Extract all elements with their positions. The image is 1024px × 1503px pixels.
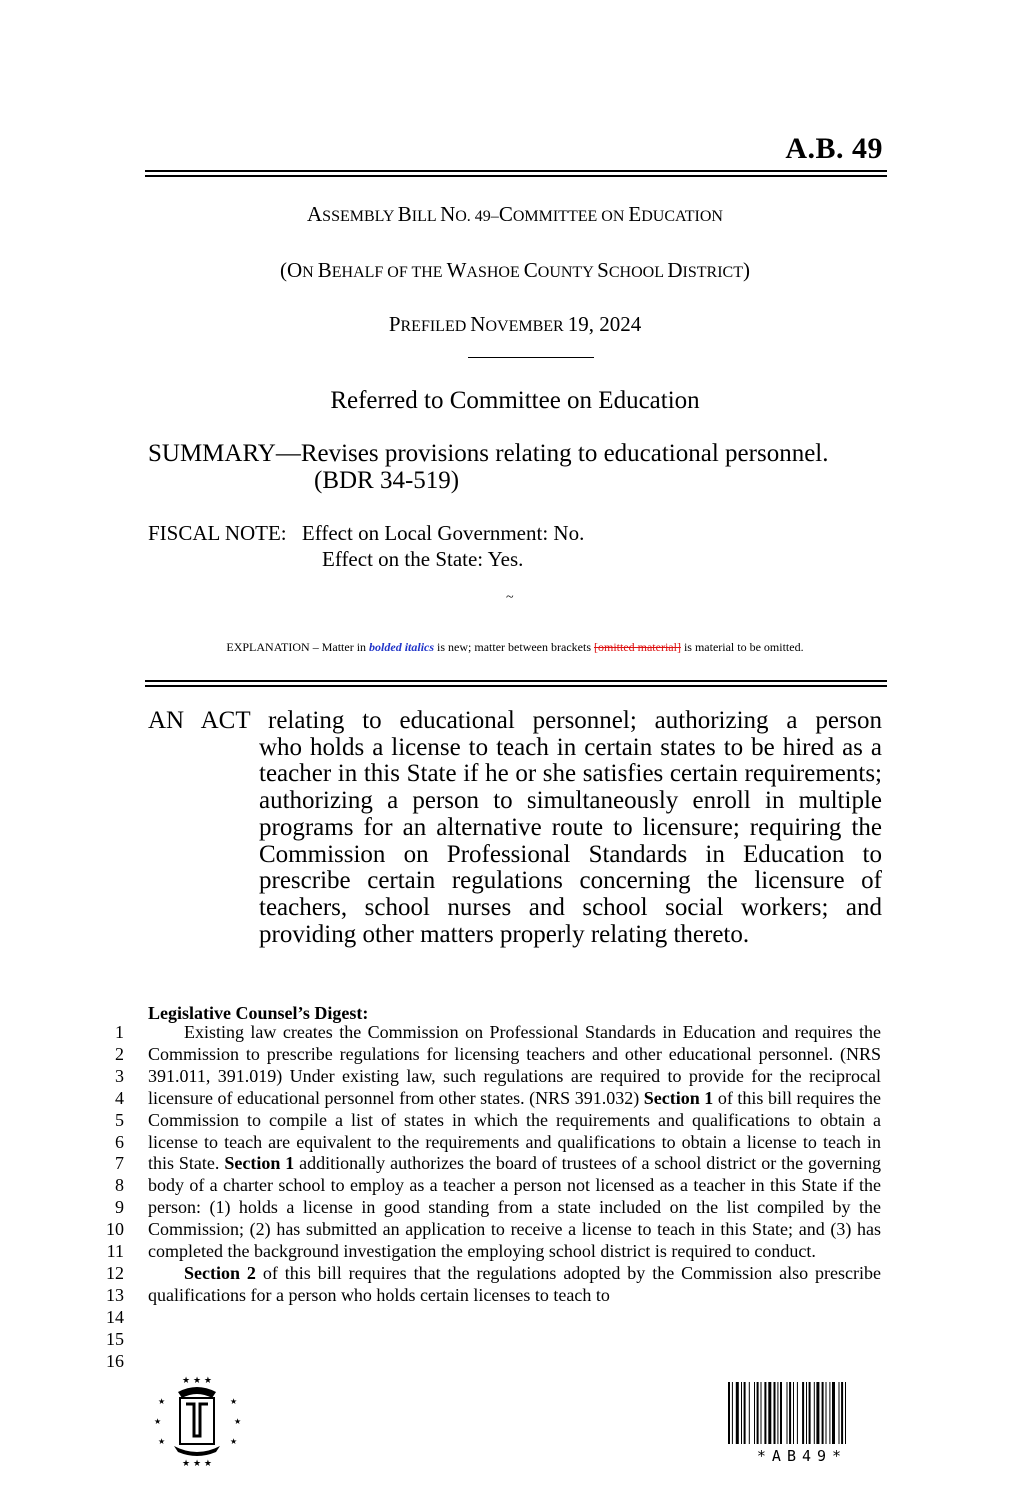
barcode-bar bbox=[741, 1382, 742, 1444]
line1-segment: B bbox=[397, 202, 412, 226]
line2-segment: B bbox=[317, 258, 332, 282]
line2-segment: ASHOE bbox=[466, 264, 524, 281]
line-number: 8 bbox=[115, 1175, 124, 1196]
summary-text: SUMMARY—Revises provisions relating to educational personnel. bbox=[148, 440, 829, 467]
line1-segment: E bbox=[628, 202, 642, 226]
line-number: 14 bbox=[106, 1306, 124, 1327]
svg-text:★: ★ bbox=[154, 1417, 162, 1426]
line1-segment: OMMITTEE ON bbox=[512, 208, 629, 225]
fiscal-note bbox=[148, 520, 584, 572]
line3-segment: 19, 2024 bbox=[567, 312, 642, 336]
line-number: 4 bbox=[115, 1087, 124, 1108]
barcode-bar bbox=[787, 1382, 788, 1444]
digest-text: of this bill requires that the regulations adopted by the Commission also prescribe qualifications for a person who holds certain licenses to teach to bbox=[148, 1262, 881, 1305]
line2-segment: EHALF OF THE bbox=[331, 264, 447, 281]
line1-segment: A bbox=[307, 202, 323, 226]
explanation-prefix: EXPLANATION – Matter in bbox=[226, 640, 370, 654]
explanation-middle: is new; matter between brackets bbox=[434, 640, 594, 654]
line2-segment: N bbox=[302, 264, 318, 281]
barcode-bar bbox=[839, 1382, 840, 1444]
line2-segment: C bbox=[523, 258, 538, 282]
barcode-bar bbox=[797, 1382, 798, 1444]
line2-segment: (O bbox=[280, 258, 303, 282]
barcode-text: *AB49* bbox=[756, 1447, 848, 1465]
line3-segment: P bbox=[388, 312, 401, 336]
bill-title-line bbox=[148, 202, 882, 227]
line-number: 12 bbox=[106, 1262, 124, 1283]
fiscal-state: Effect on the State: Yes. bbox=[322, 547, 524, 571]
barcode-bar bbox=[768, 1382, 771, 1444]
barcode-bar bbox=[814, 1382, 815, 1444]
barcode-bar bbox=[826, 1382, 827, 1444]
barcode-bar bbox=[757, 1382, 759, 1444]
explanation-italics: bolded italics bbox=[369, 640, 435, 654]
digest-paragraph-1 bbox=[148, 1022, 881, 1263]
line-number: 7 bbox=[115, 1153, 124, 1174]
section-reference: Section 1 bbox=[224, 1153, 295, 1174]
svg-text:★ ★ ★: ★ ★ ★ bbox=[182, 1376, 212, 1386]
barcode-bar bbox=[822, 1382, 824, 1444]
line1-segment: ILL bbox=[411, 208, 441, 225]
digest-text: of this bill requires the Commission to compile a list of states in which the requirements and qualifications to obtain a license to teach are equivalent to the requirements and qualifications to obtain a license to teach in this State. bbox=[148, 1087, 881, 1174]
bottom-double-rule bbox=[145, 680, 887, 687]
line-number: 16 bbox=[106, 1350, 124, 1371]
line-number: 13 bbox=[106, 1284, 124, 1305]
line-number: 6 bbox=[115, 1131, 124, 1152]
barcode-bar bbox=[754, 1382, 755, 1444]
barcode-bar bbox=[761, 1382, 762, 1444]
line2-segment: OUNTY bbox=[537, 264, 598, 281]
digest-text: Existing law creates the Commission on Professional Standards in Education and requires the Commission to prescribe regulations for licensing teachers and other educational personnel. (NRS 391.011, 391.019) Under existing law, such regulations are required to provide for the reciprocal licensure of educational personnel from other states. (NRS 391.032) bbox=[148, 1022, 881, 1108]
barcode-bar bbox=[744, 1382, 746, 1444]
line1-segment: C bbox=[498, 202, 513, 226]
nevada-seal-icon bbox=[150, 1374, 244, 1468]
line2-segment: ) bbox=[743, 258, 750, 282]
line-number: 10 bbox=[106, 1219, 124, 1240]
line-number: 3 bbox=[115, 1065, 124, 1086]
section-reference: Section 2 bbox=[184, 1262, 256, 1283]
barcode-bar bbox=[809, 1382, 811, 1444]
bill-number: A.B. 49 bbox=[785, 132, 883, 165]
top-double-rule bbox=[145, 170, 887, 177]
barcode-bar bbox=[789, 1382, 791, 1444]
svg-text:★: ★ bbox=[230, 1397, 238, 1406]
barcode-bar bbox=[841, 1382, 843, 1444]
line1-segment: SSEMBLY bbox=[322, 208, 398, 225]
barcode-bar bbox=[780, 1382, 782, 1444]
line-number: 2 bbox=[115, 1043, 124, 1064]
barcode-bar bbox=[802, 1382, 804, 1444]
line3-segment: REFILED bbox=[400, 318, 471, 335]
line2-segment: D bbox=[667, 258, 683, 282]
line2-segment: W bbox=[446, 258, 467, 282]
line1-segment: DUCATION bbox=[641, 208, 723, 225]
line1-segment: O. 49– bbox=[455, 208, 499, 225]
explanation bbox=[148, 640, 882, 655]
line-number: 9 bbox=[115, 1197, 124, 1218]
barcode-icon bbox=[728, 1382, 876, 1444]
fiscal-local: Effect on Local Government: No. bbox=[301, 521, 585, 545]
line-number: 15 bbox=[106, 1328, 124, 1349]
line-number: 11 bbox=[106, 1241, 124, 1262]
barcode-bar bbox=[749, 1382, 750, 1444]
line-number: 1 bbox=[115, 1022, 124, 1042]
line1-segment: N bbox=[440, 202, 456, 226]
sponsor-line bbox=[148, 258, 882, 283]
act-first-line: AN ACT relating to educational personnel; authorizing a person bbox=[148, 707, 882, 734]
line-number: 5 bbox=[115, 1109, 124, 1130]
line3-segment: N bbox=[470, 312, 486, 336]
line3-segment: OVEMBER bbox=[485, 318, 568, 335]
digest-paragraph-2 bbox=[148, 1263, 881, 1307]
barcode-bar bbox=[832, 1382, 835, 1444]
digest-text: additionally authorizes the board of trustees of a school district or the governing body of a charter school to employ as a teacher a person not licensed as a teacher in this State if the person: (1) holds a license in good standing from a state included on the list compiled by the Commission; (2) has submitted an application to receive a license to teach in this State; and (3) has completed the background investigation the employing school district is required to conduct. bbox=[148, 1153, 882, 1262]
explanation-suffix: is material to be omitted. bbox=[680, 640, 804, 654]
line-numbers bbox=[96, 1022, 124, 1373]
barcode-bar bbox=[728, 1382, 730, 1444]
line2-segment: CHOOL bbox=[608, 264, 668, 281]
barcode-bar bbox=[829, 1382, 830, 1444]
short-divider bbox=[468, 357, 594, 358]
svg-text:★: ★ bbox=[158, 1397, 166, 1406]
fiscal-label: FISCAL NOTE: bbox=[148, 521, 287, 545]
section-reference: Section 1 bbox=[643, 1087, 714, 1108]
svg-text:★: ★ bbox=[234, 1417, 242, 1426]
svg-text:★: ★ bbox=[230, 1437, 238, 1446]
tilde-mark: ~ bbox=[506, 590, 514, 605]
barcode-bar bbox=[764, 1382, 766, 1444]
barcode-bar bbox=[816, 1382, 819, 1444]
barcode-bar bbox=[774, 1382, 776, 1444]
referred-to: Referred to Committee on Education bbox=[330, 387, 700, 414]
line2-segment: S bbox=[597, 258, 609, 282]
barcode-bar bbox=[732, 1382, 733, 1444]
act-rest: who holds a license to teach in certain states to be hired as a teacher in this State if he or she satisfies certain requirements; authorizing a person to simultaneously enroll in multiple programs for an alternative route to licensure; requiring the Commission on Professional Standards in Education to prescribe certain regulations concerning the licensure of teachers, school nurses and school social workers; and providing other matters properly relating thereto. bbox=[259, 733, 882, 948]
act-title bbox=[148, 708, 882, 948]
bdr-number: (BDR 34-519) bbox=[314, 467, 460, 494]
svg-text:★ ★ ★: ★ ★ ★ bbox=[182, 1459, 212, 1468]
barcode-bar bbox=[806, 1382, 807, 1444]
barcode-bar bbox=[845, 1382, 846, 1444]
line2-segment: ISTRICT bbox=[682, 264, 743, 281]
digest-body bbox=[148, 1022, 881, 1307]
explanation-omitted: [omitted material] bbox=[593, 640, 681, 654]
svg-text:★: ★ bbox=[158, 1437, 166, 1446]
barcode-bar bbox=[736, 1382, 739, 1444]
prefiled-date bbox=[148, 312, 882, 337]
barcode-bar bbox=[793, 1382, 794, 1444]
barcode-bar bbox=[777, 1382, 778, 1444]
summary bbox=[148, 440, 888, 494]
digest-heading: Legislative Counsel’s Digest: bbox=[148, 1003, 369, 1023]
